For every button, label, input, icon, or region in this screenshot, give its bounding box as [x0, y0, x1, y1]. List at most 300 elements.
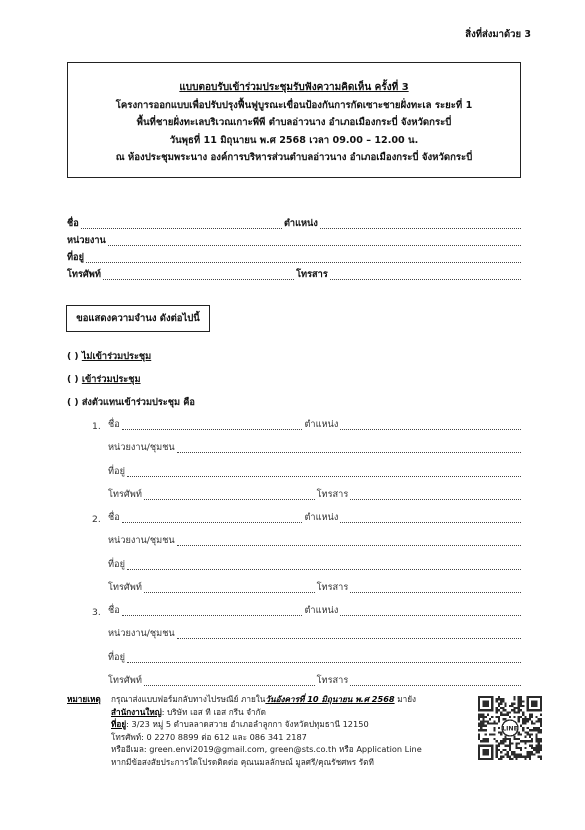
qr-module [531, 729, 533, 731]
qr-module [516, 747, 518, 749]
qr-module [535, 727, 537, 729]
rep1-position-field[interactable] [340, 429, 521, 430]
qr-module [520, 698, 522, 700]
qr-module [513, 696, 515, 698]
rep3-address-field[interactable] [127, 662, 521, 663]
qr-module [482, 740, 484, 742]
qr-module [518, 731, 520, 733]
qr-module [496, 753, 498, 755]
rep1-position-label: ตำแหน่ง [304, 419, 339, 430]
qr-module [533, 729, 535, 731]
qr-module [516, 711, 518, 713]
name-field[interactable] [81, 228, 282, 229]
qr-module [520, 753, 522, 755]
qr-module [531, 751, 533, 753]
qr-module [540, 738, 542, 740]
qr-module [502, 700, 504, 702]
qr-module [524, 716, 526, 718]
qr-module [538, 727, 540, 729]
rep2-fax-label: โทรสาร [316, 582, 349, 593]
form-title: แบบตอบรับเข้าร่วมประชุมรับฟังความคิดเห็น ครั้งที่ 3 [179, 82, 409, 93]
rep1-row-phone [108, 487, 523, 502]
checkbox-not-attend[interactable]: ( ) [67, 351, 79, 362]
qr-module [496, 745, 498, 747]
option-delegate-label: ส่งตัวแทนเข้าร่วมประชุม คือ [81, 397, 195, 408]
phone-field[interactable] [103, 279, 294, 280]
qr-module [524, 756, 526, 758]
qr-module [511, 751, 513, 753]
qr-module [498, 705, 500, 707]
qr-module [520, 740, 522, 742]
qr-module [518, 711, 520, 713]
qr-module [529, 756, 531, 758]
qr-module [496, 756, 498, 758]
qr-center-label: LINE [502, 725, 518, 733]
qr-module [491, 722, 493, 724]
note-phone: โทรศัพท์: 0 2270 8899 ต่อ 612 และ 086 341 2187 [111, 731, 307, 742]
qr-module [480, 725, 482, 727]
title-box [67, 62, 521, 178]
rep1-row-address [108, 464, 523, 479]
qr-module [504, 753, 506, 755]
qr-module [504, 736, 506, 738]
qr-module [500, 751, 502, 753]
qr-module [478, 736, 480, 738]
qr-module [507, 745, 509, 747]
qr-module [509, 716, 511, 718]
qr-module [487, 740, 489, 742]
qr-module [496, 716, 498, 718]
note-company: : บริษัท เอส ที เอส กรีน จำกัด [161, 706, 266, 717]
rep1-address-field[interactable] [127, 476, 521, 477]
qr-module [507, 711, 509, 713]
qr-module [498, 727, 500, 729]
qr-module [522, 700, 524, 702]
project-name: โครงการออกแบบเพื่อปรับปรุงฟื้นฟูบูรณะเขื่อนป้องกันการกัดเซาะชายฝั่งทะเล ระยะที่ 1 [115, 99, 473, 111]
qr-module [507, 751, 509, 753]
qr-module [507, 714, 509, 716]
qr-module [502, 698, 504, 700]
qr-module [491, 734, 493, 736]
qr-module [540, 758, 542, 760]
rep2-name-label: ชื่อ [108, 512, 120, 523]
attachment-ref: สิ่งที่ส่งมาด้วย 3 [465, 29, 531, 40]
qr-module [538, 738, 540, 740]
qr-module [496, 751, 498, 753]
rep2-name-field[interactable] [122, 522, 303, 523]
qr-module [493, 722, 495, 724]
qr-module [529, 716, 531, 718]
rep3-name-field[interactable] [122, 615, 303, 616]
qr-module [535, 738, 537, 740]
qr-module [538, 731, 540, 733]
qr-module [535, 749, 537, 751]
position-field[interactable] [320, 228, 521, 229]
note-deadline-suffix: มายัง [394, 694, 417, 704]
option-not-attend-label: ไม่เข้าร่วมประชุม [81, 351, 152, 362]
qr-module [527, 753, 529, 755]
qr-module [531, 720, 533, 722]
qr-module [504, 705, 506, 707]
qr-module [533, 722, 535, 724]
qr-module [527, 734, 529, 736]
qr-module [509, 711, 511, 713]
note-email: หรืออีเมล: green.envi2019@gmail.com, green@sts.co.th หรือ Application Line [111, 744, 422, 754]
fax-field[interactable] [330, 279, 521, 280]
rep1-phone-field[interactable] [144, 499, 315, 500]
project-area: พื้นที่ชายฝั่งทะเลบริเวณเกาะพีพี ตำบลอ่าวนาง อำเภอเมืองกระบี่ จังหวัดกระบี่ [136, 117, 452, 128]
qr-module [480, 727, 482, 729]
qr-module [518, 696, 520, 698]
qr-module [531, 738, 533, 740]
qr-module [520, 703, 522, 705]
qr-module [538, 749, 540, 751]
qr-module [507, 753, 509, 755]
qr-module [516, 738, 518, 740]
qr-module [527, 727, 529, 729]
qr-module [511, 753, 513, 755]
qr-module [498, 698, 500, 700]
qr-module [540, 729, 542, 731]
qr-module [498, 720, 500, 722]
qr-module [498, 718, 500, 720]
phone-label: โทรศัพท์ [67, 269, 101, 280]
qr-module [487, 714, 489, 716]
qr-module [533, 749, 535, 751]
rep1-agency-field[interactable] [177, 452, 521, 453]
rep2-phone-field[interactable] [144, 592, 315, 593]
qr-module [524, 718, 526, 720]
qr-module [540, 749, 542, 751]
rep3-address-label: ที่อยู่ [108, 652, 125, 663]
qr-module [531, 714, 533, 716]
note-block [67, 693, 457, 768]
qr-module [524, 722, 526, 724]
qr-module [493, 734, 495, 736]
qr-module [522, 705, 524, 707]
qr-module [516, 745, 518, 747]
qr-module [480, 716, 482, 718]
qr-module [500, 703, 502, 705]
qr-module [498, 745, 500, 747]
qr-module [513, 707, 515, 709]
option-attend-label: เข้าร่วมประชุม [81, 374, 141, 385]
qr-module [529, 734, 531, 736]
qr-module [531, 734, 533, 736]
rep3-agency-label: หน่วยงาน/ชุมชน [108, 628, 175, 639]
rep2-row-agency [108, 533, 523, 548]
qr-module [507, 738, 509, 740]
agency-field[interactable] [108, 245, 521, 246]
rep2-agency-field[interactable] [177, 545, 521, 546]
qr-module [527, 720, 529, 722]
qr-module [489, 718, 491, 720]
qr-module [509, 705, 511, 707]
qr-module [516, 758, 518, 760]
note-contact: หากมีข้อสงสัยประการใดโปรดติดต่อ คุณนมลลักษณ์ มูลศรี/คุณรัชศพร รัตที [111, 756, 374, 767]
qr-module [482, 714, 484, 716]
rep3-agency-field[interactable] [177, 638, 521, 639]
qr-module [509, 756, 511, 758]
qr-module [485, 729, 487, 731]
qr-module [529, 729, 531, 731]
qr-module [493, 727, 495, 729]
qr-module [529, 740, 531, 742]
qr-module [535, 729, 537, 731]
qr-module [509, 738, 511, 740]
rep3-number: 3. [92, 607, 101, 618]
qr-module [482, 729, 484, 731]
qr-module [496, 711, 498, 713]
qr-module [485, 738, 487, 740]
qr-module [531, 745, 533, 747]
qr-module [485, 720, 487, 722]
qr-module [524, 720, 526, 722]
address-field[interactable] [86, 262, 521, 263]
qr-module [524, 736, 526, 738]
rep1-fax-field[interactable] [350, 499, 521, 500]
form-row-name [67, 216, 523, 231]
qr-module [498, 709, 500, 711]
note-label: หมายเหตุ [67, 694, 101, 704]
qr-module [478, 738, 480, 740]
qr-module [487, 722, 489, 724]
qr-module [513, 709, 515, 711]
qr-module [513, 711, 515, 713]
rep3-row-agency [108, 626, 523, 641]
rep2-position-field[interactable] [340, 522, 521, 523]
rep1-row-agency [108, 440, 523, 455]
rep3-fax-label: โทรสาร [316, 675, 349, 686]
rep3-phone-field[interactable] [144, 685, 315, 686]
qr-module [529, 753, 531, 755]
qr-module [504, 714, 506, 716]
qr-module [518, 738, 520, 740]
qr-module [529, 718, 531, 720]
qr-module [511, 705, 513, 707]
qr-module [518, 716, 520, 718]
qr-module [535, 745, 537, 747]
qr-module [500, 734, 502, 736]
qr-module [480, 714, 482, 716]
qr-module [504, 749, 506, 751]
qr-module [520, 725, 522, 727]
qr-module [502, 742, 504, 744]
address-label: ที่อยู่ [67, 252, 84, 263]
qr-module [502, 718, 504, 720]
rep2-fax-field[interactable] [350, 592, 521, 593]
qr-module [502, 714, 504, 716]
qr-module [522, 729, 524, 731]
qr-module [538, 720, 540, 722]
qr-module [496, 722, 498, 724]
rep1-number: 1. [92, 421, 101, 432]
qr-module [513, 738, 515, 740]
option-not-attend[interactable] [67, 349, 151, 364]
qr-module [500, 714, 502, 716]
declare-box: ขอแสดงความจำนง ดังต่อไปนี้ [66, 305, 210, 332]
qr-module [496, 698, 498, 700]
qr-module [482, 725, 484, 727]
qr-module [538, 756, 540, 758]
note-address-label: ที่อยู่ [111, 719, 127, 729]
qr-module [522, 727, 524, 729]
qr-module [520, 716, 522, 718]
qr-module [496, 707, 498, 709]
qr-module [527, 731, 529, 733]
rep1-name-field[interactable] [122, 429, 303, 430]
qr-module [518, 718, 520, 720]
qr-module [527, 751, 529, 753]
rep1-address-label: ที่อยู่ [108, 466, 125, 477]
qr-module [518, 734, 520, 736]
qr-module [527, 756, 529, 758]
qr-module [522, 756, 524, 758]
qr-module [502, 709, 504, 711]
qr-module [478, 718, 480, 720]
checkbox-delegate[interactable]: ( ) [67, 397, 79, 408]
qr-module [540, 725, 542, 727]
qr-module [518, 700, 520, 702]
qr-module [540, 722, 542, 724]
rep2-row-phone [108, 580, 523, 595]
checkbox-attend[interactable]: ( ) [67, 374, 79, 385]
qr-module [509, 740, 511, 742]
qr-module [500, 756, 502, 758]
qr-module [498, 696, 500, 698]
qr-module [493, 720, 495, 722]
qr-module [520, 696, 522, 698]
qr-module [535, 751, 537, 753]
qr-module [522, 740, 524, 742]
qr-module [518, 753, 520, 755]
qr-module [538, 747, 540, 749]
qr-module [531, 716, 533, 718]
qr-module [496, 709, 498, 711]
qr-module [478, 725, 480, 727]
rep3-fax-field[interactable] [350, 685, 521, 686]
option-attend[interactable] [67, 372, 141, 387]
qr-module [520, 700, 522, 702]
qr-module [511, 703, 513, 705]
qr-module [500, 742, 502, 744]
qr-module [485, 734, 487, 736]
meeting-venue: ณ ห้องประชุมพระนาง องค์การบริหารส่วนตำบลอ่าวนาง อำเภอเมืองกระบี่ จังหวัดกระบี่ [115, 152, 473, 163]
qr-module [502, 756, 504, 758]
qr-module [504, 709, 506, 711]
qr-module [538, 742, 540, 744]
qr-module [535, 747, 537, 749]
qr-module [500, 758, 502, 760]
rep2-row-name [92, 510, 523, 525]
qr-module [538, 745, 540, 747]
qr-module [529, 751, 531, 753]
qr-module [540, 756, 542, 758]
qr-module [482, 738, 484, 740]
note-line-1 [111, 693, 457, 706]
qr-module [527, 740, 529, 742]
qr-module [518, 698, 520, 700]
qr-module [538, 751, 540, 753]
qr-module [516, 756, 518, 758]
option-delegate[interactable] [67, 395, 195, 410]
form-row-agency [67, 233, 523, 248]
rep1-row-name [92, 417, 523, 432]
qr-module [498, 716, 500, 718]
rep1-agency-label: หน่วยงาน/ชุมชน [108, 442, 175, 453]
qr-module [496, 700, 498, 702]
qr-module [538, 740, 540, 742]
rep2-position-label: ตำแหน่ง [304, 512, 339, 523]
qr-module [540, 747, 542, 749]
qr-module [489, 734, 491, 736]
qr-module [520, 734, 522, 736]
rep1-fax-label: โทรสาร [316, 489, 349, 500]
qr-module [493, 738, 495, 740]
qr-module [522, 711, 524, 713]
rep1-phone-label: โทรศัพท์ [108, 489, 142, 500]
qr-module [518, 703, 520, 705]
qr-module [529, 714, 531, 716]
rep2-row-address [108, 557, 523, 572]
qr-module [538, 718, 540, 720]
name-label: ชื่อ [67, 218, 79, 229]
form-row-address [67, 250, 523, 265]
qr-module [520, 705, 522, 707]
rep2-address-label: ที่อยู่ [108, 559, 125, 570]
qr-module [533, 753, 535, 755]
qr-module [520, 756, 522, 758]
qr-module [516, 742, 518, 744]
qr-module [500, 740, 502, 742]
qr-module [538, 729, 540, 731]
note-hq-label: สำนักงานใหญ่ [111, 706, 162, 717]
qr-module [522, 718, 524, 720]
qr-module [485, 725, 487, 727]
qr-module [487, 720, 489, 722]
qr-module [498, 731, 500, 733]
qr-module [531, 753, 533, 755]
qr-module [516, 707, 518, 709]
rep2-phone-label: โทรศัพท์ [108, 582, 142, 593]
rep2-address-field[interactable] [127, 569, 521, 570]
qr-module [496, 740, 498, 742]
qr-module [509, 747, 511, 749]
qr-module [482, 722, 484, 724]
qr-module [529, 758, 531, 760]
qr-module [511, 709, 513, 711]
note-deadline: วันอังคารที่ 10 มิถุนายน พ.ศ 2568 [265, 694, 395, 704]
qr-module [535, 736, 537, 738]
qr-module [533, 727, 535, 729]
qr-module [540, 740, 542, 742]
meeting-date: วันพุธที่ 11 มิถุนายน พ.ศ 2568 เวลา 09.00 – 12.00 น. [169, 134, 419, 146]
qr-module [513, 716, 515, 718]
qr-module [520, 709, 522, 711]
qr-module [540, 745, 542, 747]
qr-module [518, 747, 520, 749]
qr-module [524, 758, 526, 760]
qr-module [504, 740, 506, 742]
qr-module [491, 716, 493, 718]
rep3-row-phone [108, 673, 523, 688]
qr-module [535, 716, 537, 718]
qr-module [480, 740, 482, 742]
qr-module [496, 749, 498, 751]
qr-module [509, 749, 511, 751]
qr-module [487, 738, 489, 740]
rep3-position-field[interactable] [340, 615, 521, 616]
